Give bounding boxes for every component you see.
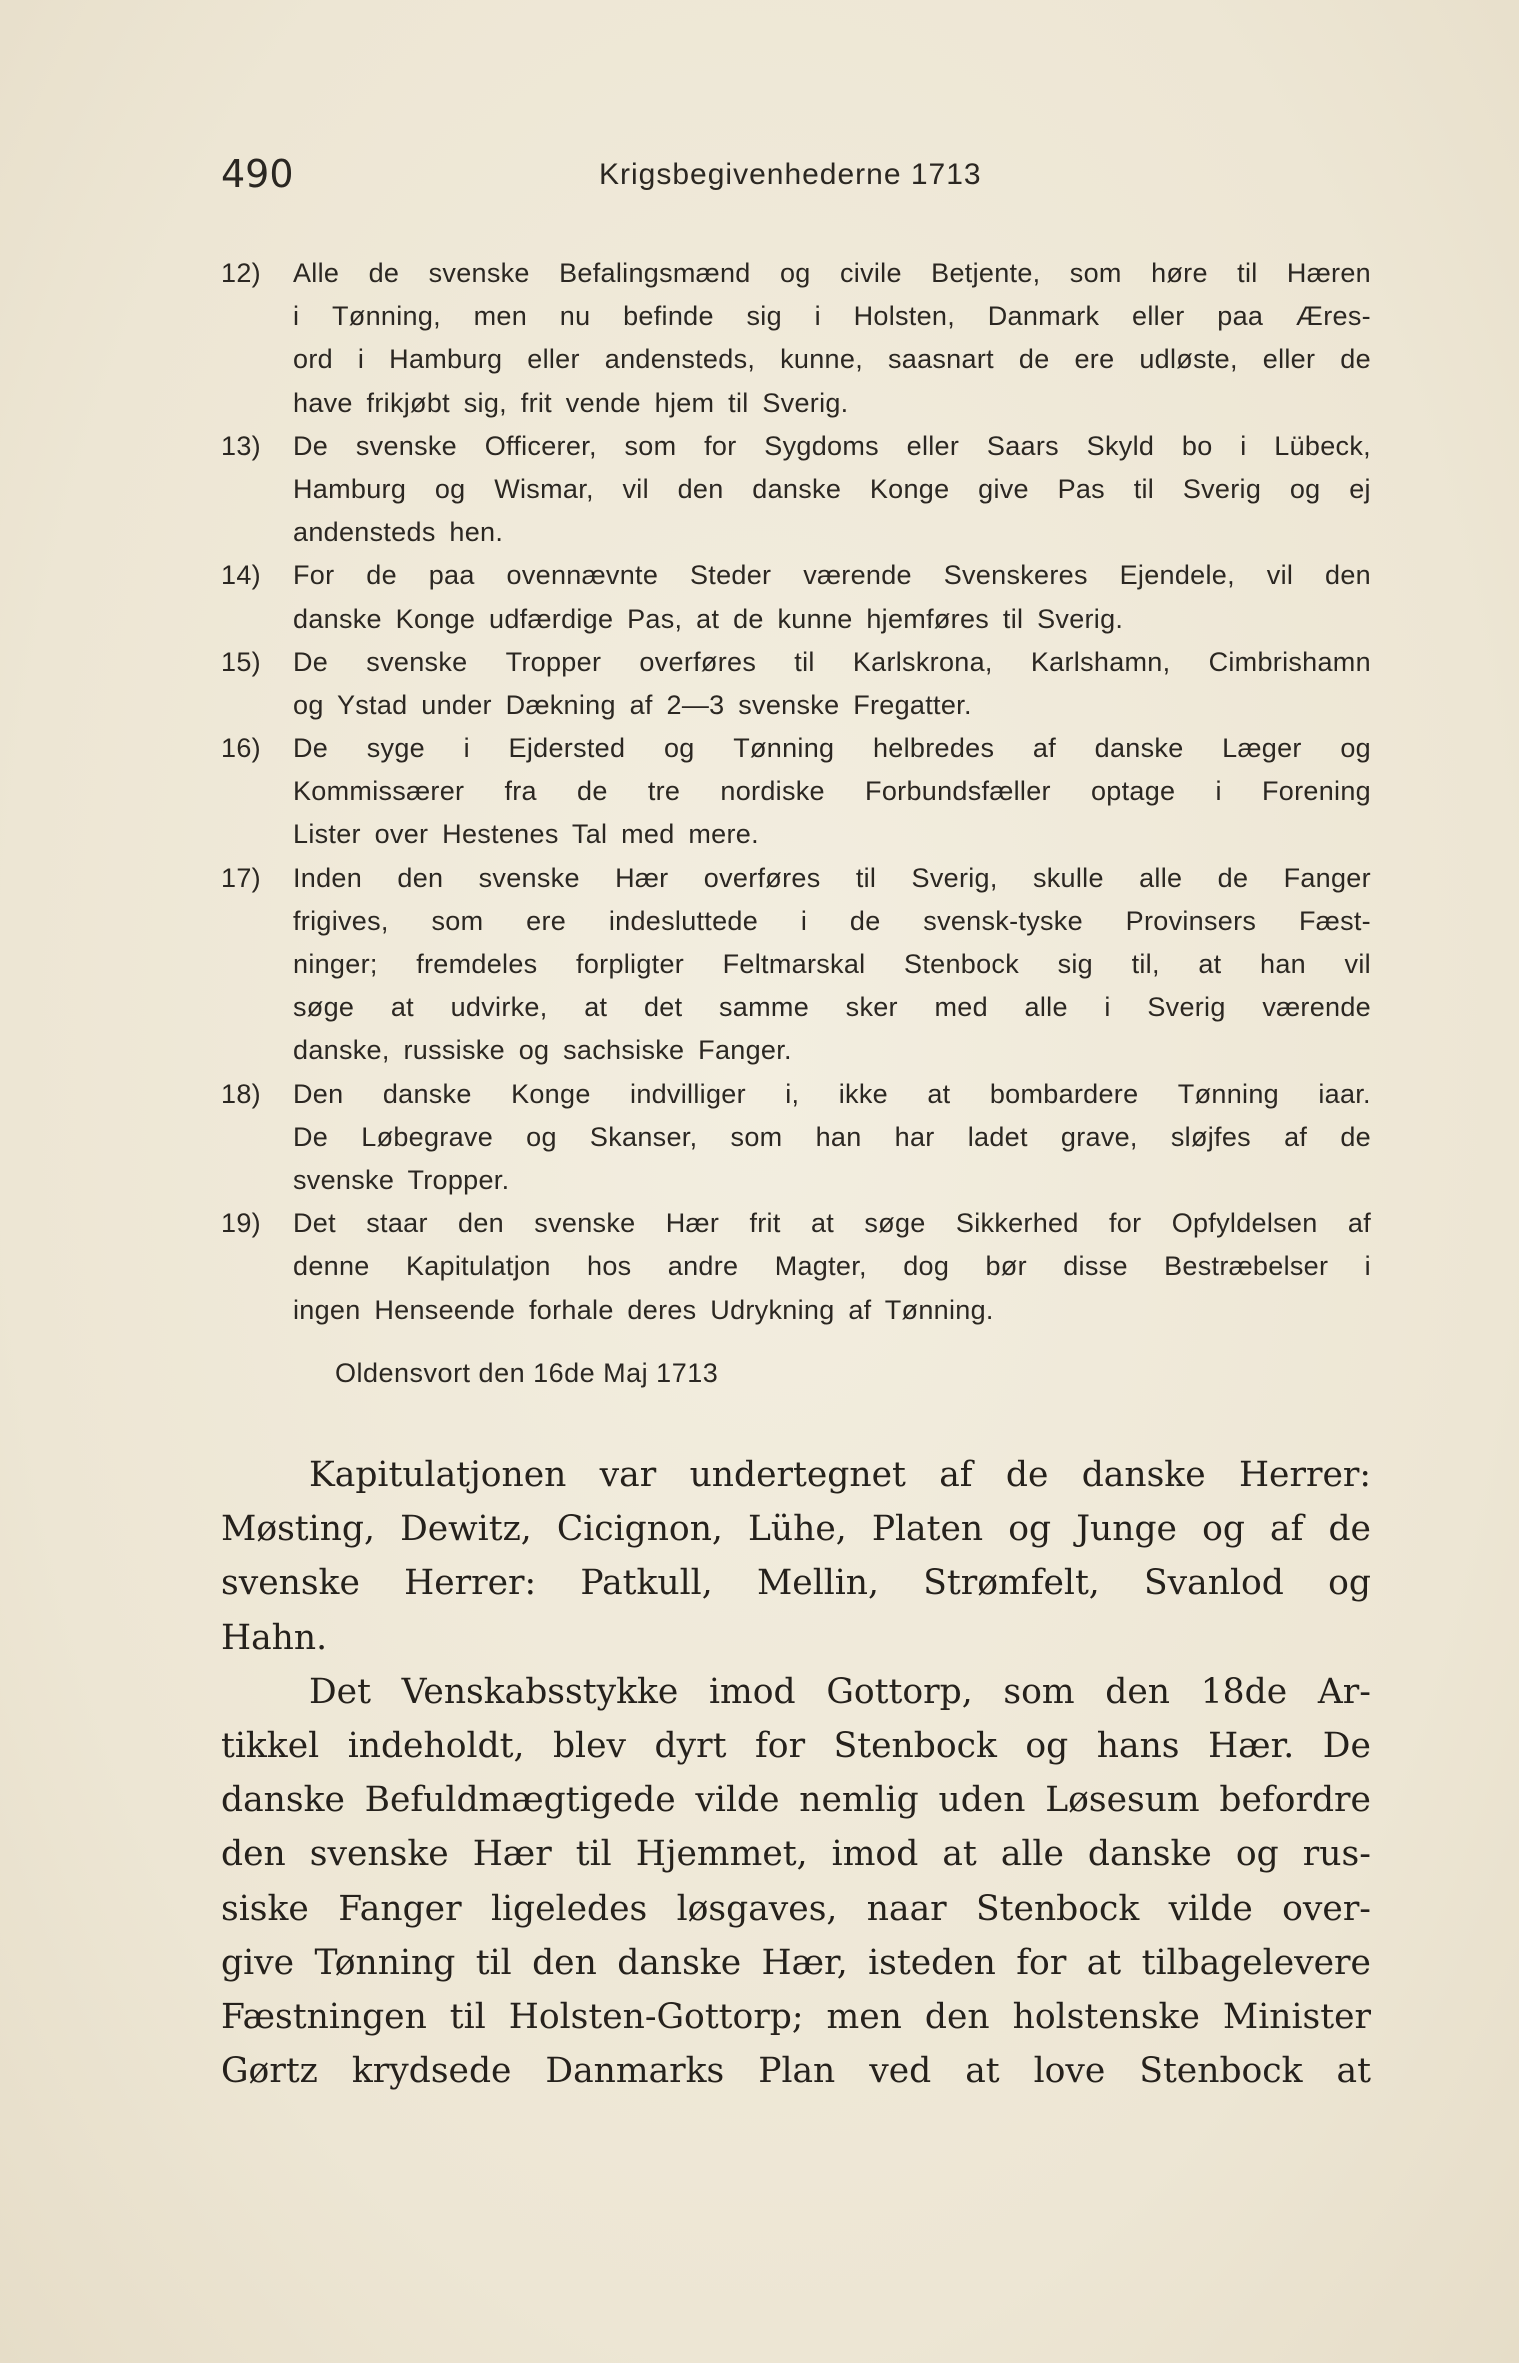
article-line: ingen Henseende forhale deres Udrykning af Tønning. [293, 1294, 994, 1325]
body-line: give Tønning til den danske Hær, isteden for at tilbagelevere [221, 1942, 1371, 1983]
body-line: Møsting, Dewitz, Cicignon, Lühe, Platen og Junge og af de [221, 1509, 1371, 1550]
capitulation-articles [221, 252, 1371, 1332]
article-12 [221, 252, 1371, 425]
page-header [221, 152, 1371, 202]
body-line: Gørtz krydsede Danmarks Plan ved at love Stenbock at [221, 2051, 1371, 2092]
article-line: andensteds hen. [293, 517, 504, 548]
article-line: De Løbegrave og Skanser, som han har ladet grave, sløjfes af de [293, 1121, 1371, 1152]
body-text [221, 1448, 1371, 2098]
body-line: Kapitulatjonen var undertegnet af de danske Herrer: [309, 1455, 1371, 1495]
article-15 [221, 641, 1371, 727]
article-line: danske, russiske og sachsiske Fanger. [293, 1035, 792, 1066]
article-line: svenske Tropper. [293, 1164, 510, 1195]
dateline: Oldensvort den 16de Maj 1713 [335, 1358, 719, 1388]
article-16 [221, 727, 1371, 857]
body-line: Hahn. [221, 1617, 328, 1658]
article-line: og Ystad under Dækning af 2—3 svenske Fregatter. [293, 689, 972, 720]
article-line: De syge i Ejdersted og Tønning helbredes af danske Læger og [293, 733, 1371, 764]
article-line: Kommissærer fra de tre nordiske Forbundsfæller optage i Forening [293, 776, 1371, 807]
body-line: danske Befuldmægtigede vilde nemlig uden Løsesum befordre [221, 1780, 1371, 1821]
article-line: have frikjøbt sig, frit vende hjem til Sverig. [293, 387, 849, 418]
body-line: siske Fanger ligeledes løsgaves, naar Stenbock vilde over- [221, 1888, 1371, 1929]
article-18 [221, 1073, 1371, 1203]
article-line: frigives, som ere indesluttede i de svensk-tyske Provinsers Fæst- [293, 905, 1371, 936]
article-line: Det staar den svenske Hær frit at søge Sikkerhed for Opfyldelsen af [293, 1208, 1371, 1239]
article-number: 16) [221, 733, 261, 764]
article-line: De svenske Officerer, som for Sygdoms eller Saars Skyld bo i Lübeck, [293, 430, 1371, 461]
running-title: Krigsbegivenhederne 1713 [599, 158, 982, 191]
article-line: danske Konge udfærdige Pas, at de kunne hjemføres til Sverig. [293, 603, 1124, 634]
article-13 [221, 425, 1371, 555]
page-number: 490 [221, 152, 294, 196]
article-line: søge at udvirke, at det samme sker med alle i Sverig værende [293, 992, 1371, 1023]
article-number: 14) [221, 560, 261, 591]
article-line: i Tønning, men nu befinde sig i Holsten, Danmark eller paa Æres- [293, 301, 1371, 332]
article-14 [221, 554, 1371, 640]
article-number: 18) [221, 1078, 261, 1109]
article-line: De svenske Tropper overføres til Karlskrona, Karlshamn, Cimbrishamn [293, 646, 1371, 677]
article-line: Alle de svenske Befalingsmænd og civile Betjente, som høre til Hæren [293, 258, 1371, 288]
article-line: Hamburg og Wismar, vil den danske Konge give Pas til Sverig og ej [293, 473, 1371, 504]
article-17 [221, 857, 1371, 1073]
article-number: 17) [221, 862, 261, 893]
body-line: Det Venskabsstykke imod Gottorp, som den 18de Ar- [309, 1671, 1371, 1712]
article-number: 13) [221, 430, 261, 461]
article-line: denne Kapitulatjon hos andre Magter, dog bør disse Bestræbelser i [293, 1251, 1371, 1282]
article-number: 15) [221, 646, 261, 677]
body-line: den svenske Hær til Hjemmet, imod at alle danske og rus- [221, 1834, 1371, 1875]
article-line: ord i Hamburg eller andensteds, kunne, saasnart de ere udløste, eller de [293, 344, 1371, 375]
body-line: svenske Herrer: Patkull, Mellin, Strømfelt, Svanlod og [221, 1563, 1371, 1604]
article-number: 12) [221, 258, 261, 288]
article-line: Inden den svenske Hær overføres til Sverig, skulle alle de Fanger [293, 862, 1371, 893]
article-line: Lister over Hestenes Tal med mere. [293, 819, 759, 850]
article-line: ninger; fremdeles forpligter Feltmarskal Stenbock sig til, at han vil [293, 949, 1371, 979]
article-line: For de paa ovennævnte Steder værende Svenskeres Ejendele, vil den [293, 560, 1371, 591]
article-number: 19) [221, 1208, 261, 1239]
body-line: Fæstningen til Holsten-Gottorp; men den holstenske Minister [221, 1996, 1371, 2037]
article-19 [221, 1202, 1371, 1332]
article-line: Den danske Konge indvilliger i, ikke at bombardere Tønning iaar. [293, 1078, 1371, 1109]
body-line: tikkel indeholdt, blev dyrt for Stenbock og hans Hær. De [221, 1725, 1371, 1766]
